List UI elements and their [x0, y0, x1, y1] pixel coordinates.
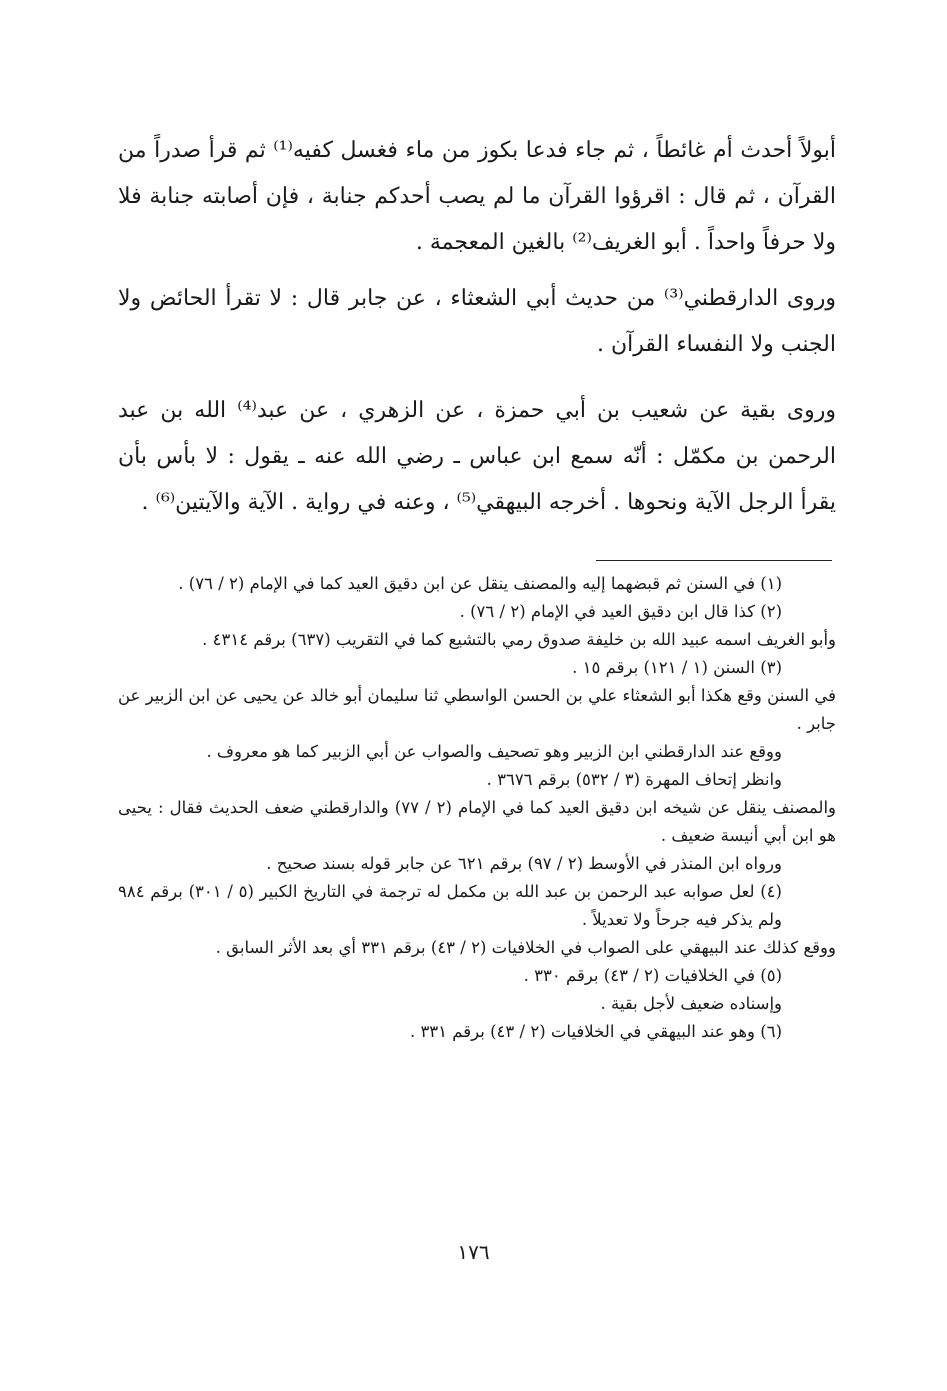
main-text [118, 128, 836, 526]
paragraph-1: أبولاً أحدث أم غائطاً ، ثم جاء فدعا بكوز من ماء فغسل كفيه⁽¹⁾ ثم قرأ صدراً من القرآن ، ثم قال : اقرؤوا القرآن ما لم يصب أحدكم جنابة ، فإن أصابته جنابة فلا ولا حرفاً واحداً . أبو الغريف⁽²⁾ بالغين المعجمة . [118, 138, 837, 255]
footnote-3-cont-4: والمصنف ينقل عن شيخه ابن دقيق العيد كما في الإمام (٢ / ٧٧) والدارقطني ضعف الحديث فقال : يحيى هو ابن أبي أنيسة ضعيف . [118, 798, 836, 845]
page-number: ١٧٦ [457, 1240, 490, 1264]
footnote-3: (٣) السنن (١ / ١٢١) برقم ١٥ . [572, 658, 782, 677]
footnote-5-cont: وإسناده ضعيف لأجل بقية . [600, 994, 782, 1013]
footnote-2-cont: وأبو الغريف اسمه عبيد الله بن خليفة صدوق رمي بالتشيع كما في التقريب (٦٣٧) برقم ٤٣١٤ . [202, 630, 836, 649]
footnote-5: (٥) في الخلافيات (٢ / ٤٣) برقم ٣٣٠ . [523, 966, 782, 985]
footnote-3-cont-5: ورواه ابن المنذر في الأوسط (٢ / ٩٧) برقم ٦٢١ عن جابر قوله بسند صحيح . [266, 854, 782, 873]
footnote-2: (٢) كذا قال ابن دقيق العيد في الإمام (٢ / ٧٦) . [459, 602, 782, 621]
footnote-1: (١) في السنن ثم قبضهما إليه والمصنف ينقل عن ابن دقيق العيد كما في الإمام (٢ / ٧٦) . [178, 574, 782, 593]
paragraph-3: وروى بقية عن شعيب بن أبي حمزة ، عن الزهري ، عن عبد⁽⁴⁾ الله بن عبد الرحمن بن مكمّل : أنّه سمع ابن عباس ـ رضي الله عنه ـ يقول : لا بأس بأن يقرأ الرجل الآية ونحوها . أخرجه البيهقي⁽⁵⁾ ، وعنه في رواية . الآية والآيتين⁽⁶⁾ . [118, 398, 836, 515]
footnote-3-cont-3: وانظر إتحاف المهرة (٣ / ٥٣٢) برقم ٣٦٧٦ . [486, 770, 782, 789]
paragraph-2: وروى الدارقطني⁽³⁾ من حديث أبي الشعثاء ، عن جابر قال : لا تقرأ الحائض ولا الجنب ولا النفساء القرآن . [118, 286, 837, 357]
footnote-4-cont: ووقع كذلك عند البيهقي على الصواب في الخلافيات (٢ / ٤٣) برقم ٣٣١ أي بعد الأثر السابق . [215, 938, 836, 957]
footnote-4: (٤) لعل صوابه عبد الرحمن بن عبد الله بن مكمل له ترجمة في التاريخ الكبير (٥ / ٣٠١) برقم ٩٨٤ ولم يذكر فيه جرحاً ولا تعديلاً . [118, 882, 782, 929]
footnote-separator [596, 560, 832, 561]
footnote-3-cont-1: في السنن وقع هكذا أبو الشعثاء علي بن الحسن الواسطي ثنا سليمان أبو خالد عن يحيى عن ابن الزبير عن جابر . [118, 686, 836, 733]
footnote-6: (٦) وهو عند البيهقي في الخلافيات (٢ / ٤٣) برقم ٣٣١ . [409, 1022, 782, 1041]
footnote-3-cont-2: ووقع عند الدارقطني ابن الزبير وهو تصحيف والصواب عن أبي الزبير كما هو معروف . [206, 742, 782, 761]
footnotes [118, 570, 836, 1046]
